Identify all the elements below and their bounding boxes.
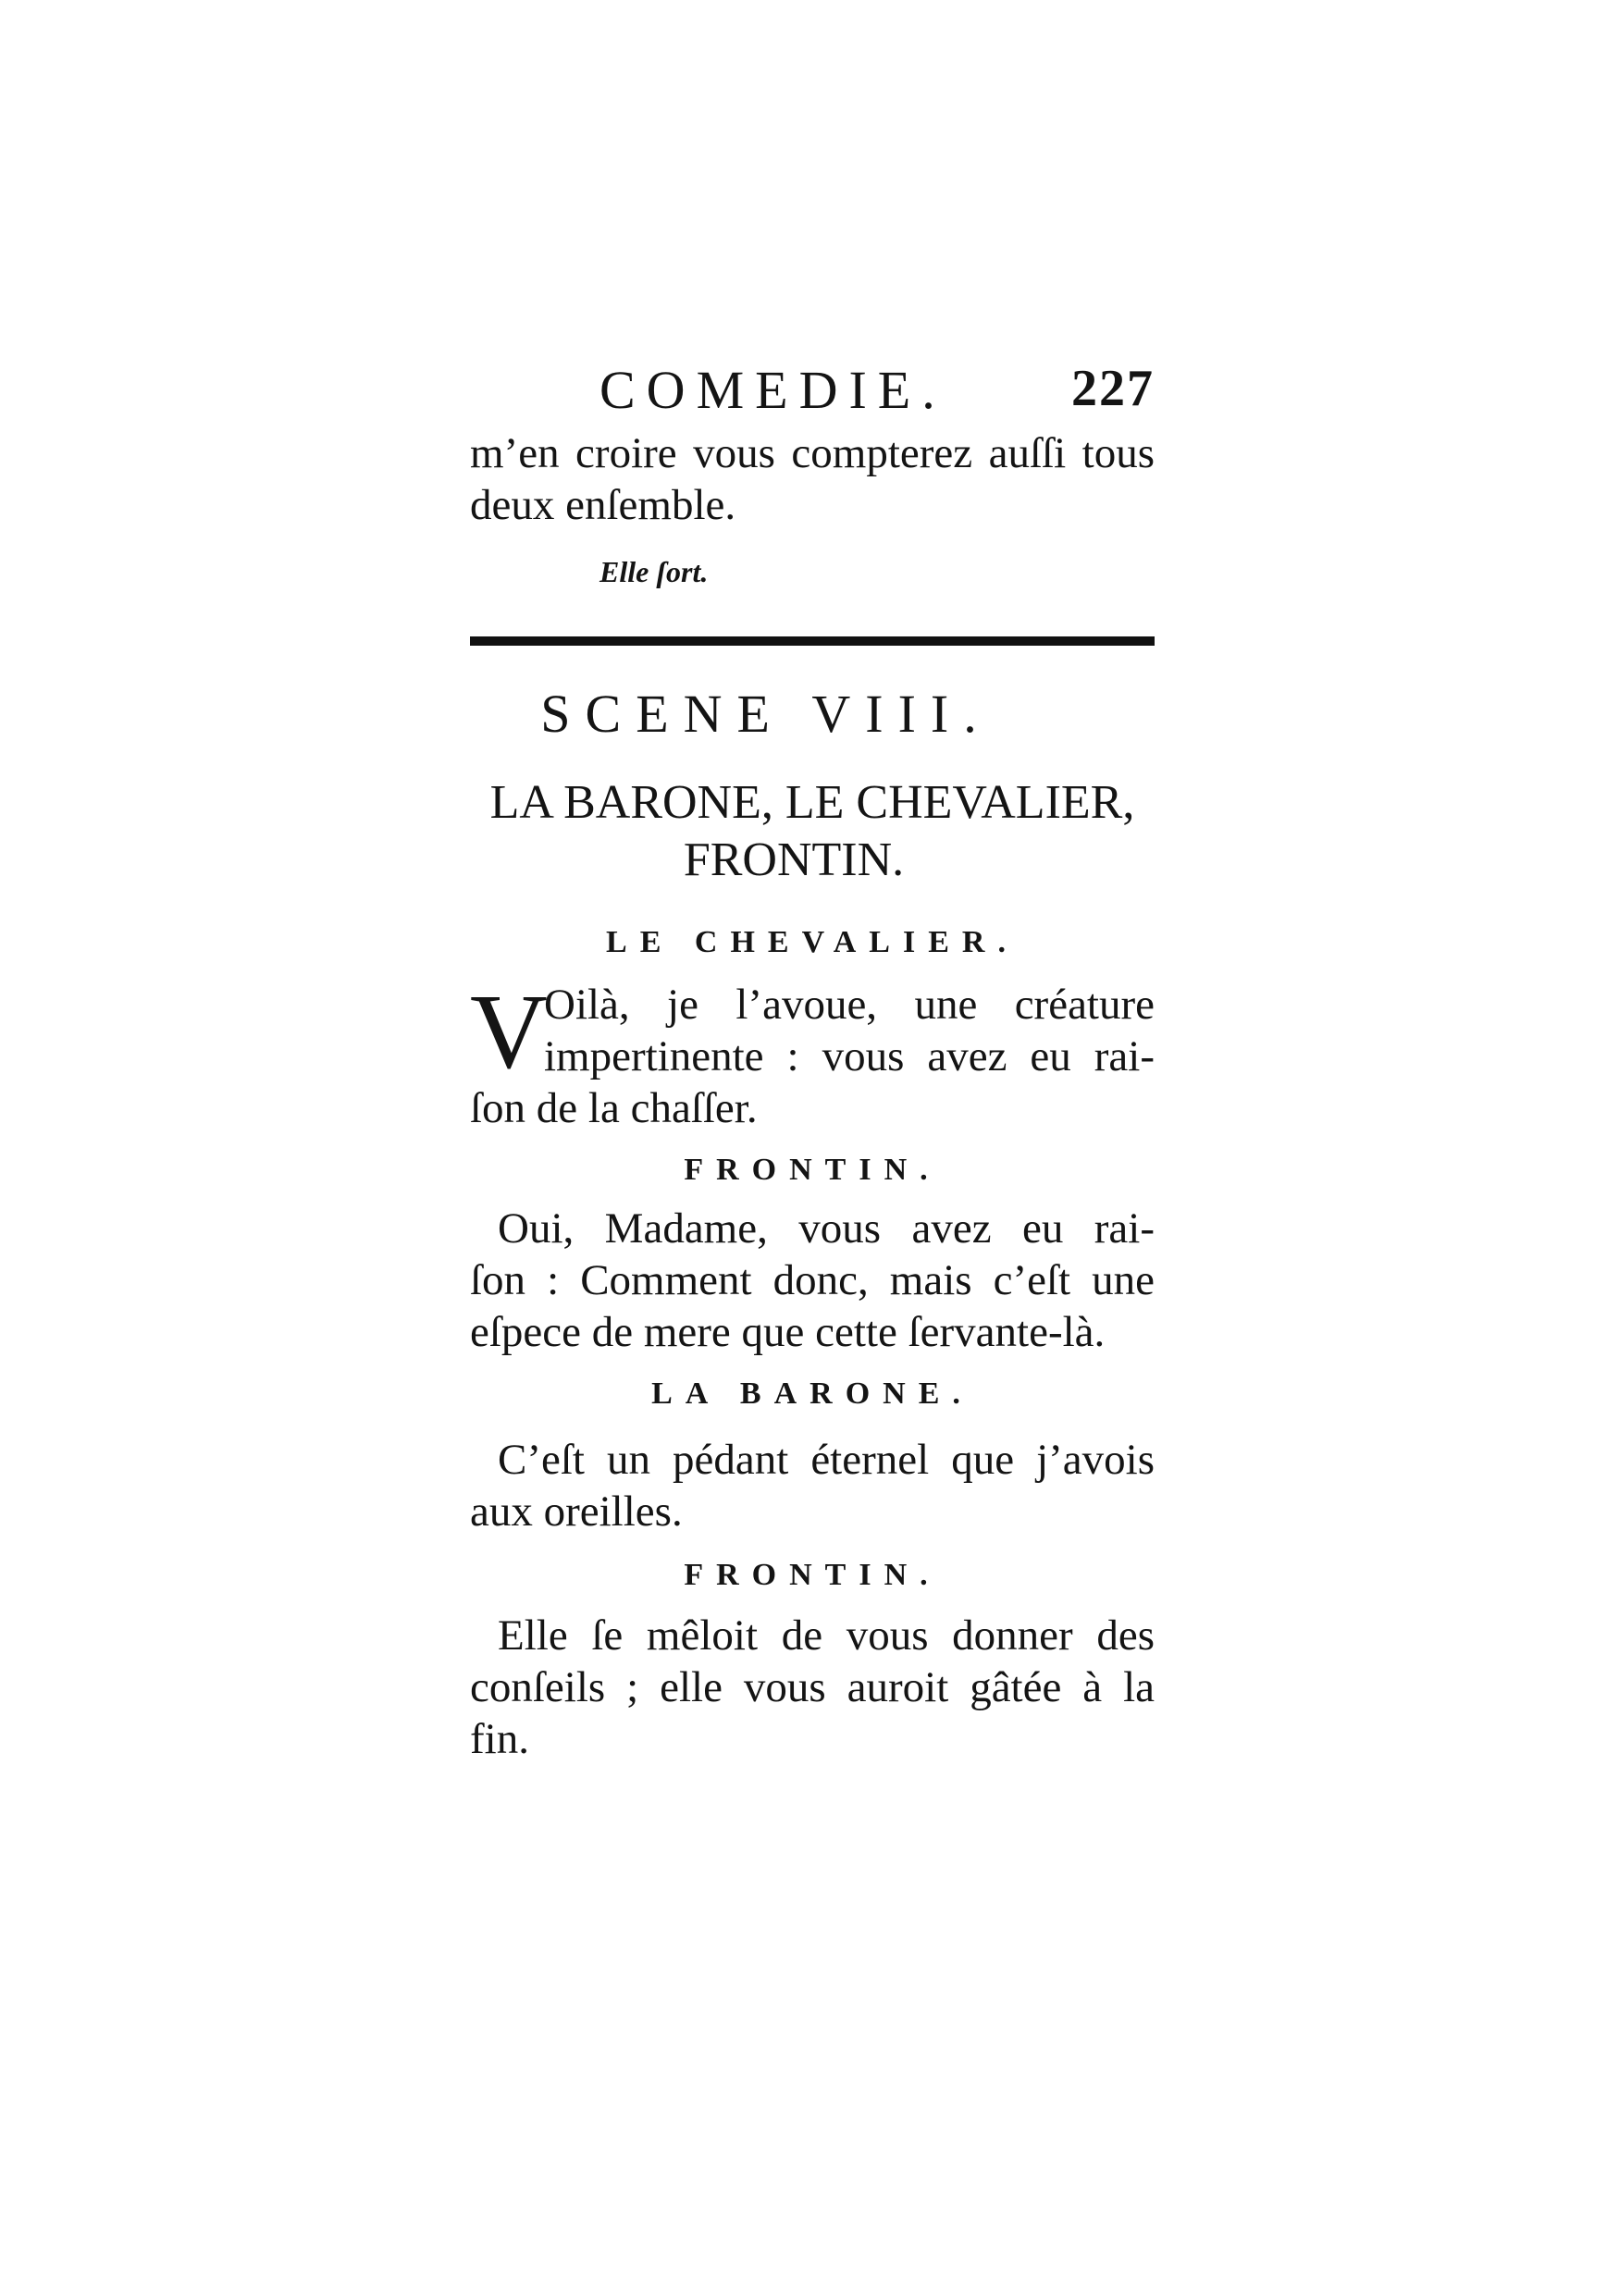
text-line: ſon de la chaſſer. [470,1084,758,1132]
text-line: Oilà, je l’avoue, une créature [544,981,1155,1029]
speech-block [470,1203,1155,1369]
text-line: fin. [470,1715,529,1763]
speaker-name: FRONTIN. [684,1558,941,1592]
scene-divider-rule [470,636,1155,646]
running-title: COMEDIE. [599,360,946,420]
text-line: Elle ſe mêloit de vous donner des [498,1611,1155,1660]
speaker-name: LE CHEVALIER. [606,925,1019,959]
cast-list-line: FRONTIN. [683,833,905,886]
speaker-name: LA BARONE. [651,1376,973,1411]
scene-title: SCENE VIII. [540,684,992,744]
text-line: ſon : Comment donc, mais c’eſt une [470,1256,1155,1304]
speaker-name: FRONTIN. [684,1153,941,1187]
speech-block [470,1434,1155,1545]
text-line: conſeils ; elle vous auroit gâtée à la [470,1663,1155,1711]
text-line: deux enſemble. [470,481,736,529]
drop-cap: V [470,973,548,1092]
speech-block [470,973,1155,1145]
text-line: impertinente : vous avez eu rai- [544,1032,1155,1080]
text-line: aux oreilles. [470,1487,683,1536]
text-line: Oui, Madame, vous avez eu rai- [498,1204,1155,1253]
speech-block [470,1610,1155,1776]
page-number: 227 [1071,360,1155,417]
running-head [470,359,1155,433]
text-line: eſpece de mere que cette ſervante-là. [470,1308,1106,1356]
cast-list-line: LA BARONE, LE CHEVALIER, [489,776,1135,829]
text-line: m’en croire vous compterez auſſi tous [470,429,1155,477]
stage-direction: Elle ſort. [599,555,709,588]
text-line: C’eſt un pédant éternel que j’avois [498,1436,1155,1484]
